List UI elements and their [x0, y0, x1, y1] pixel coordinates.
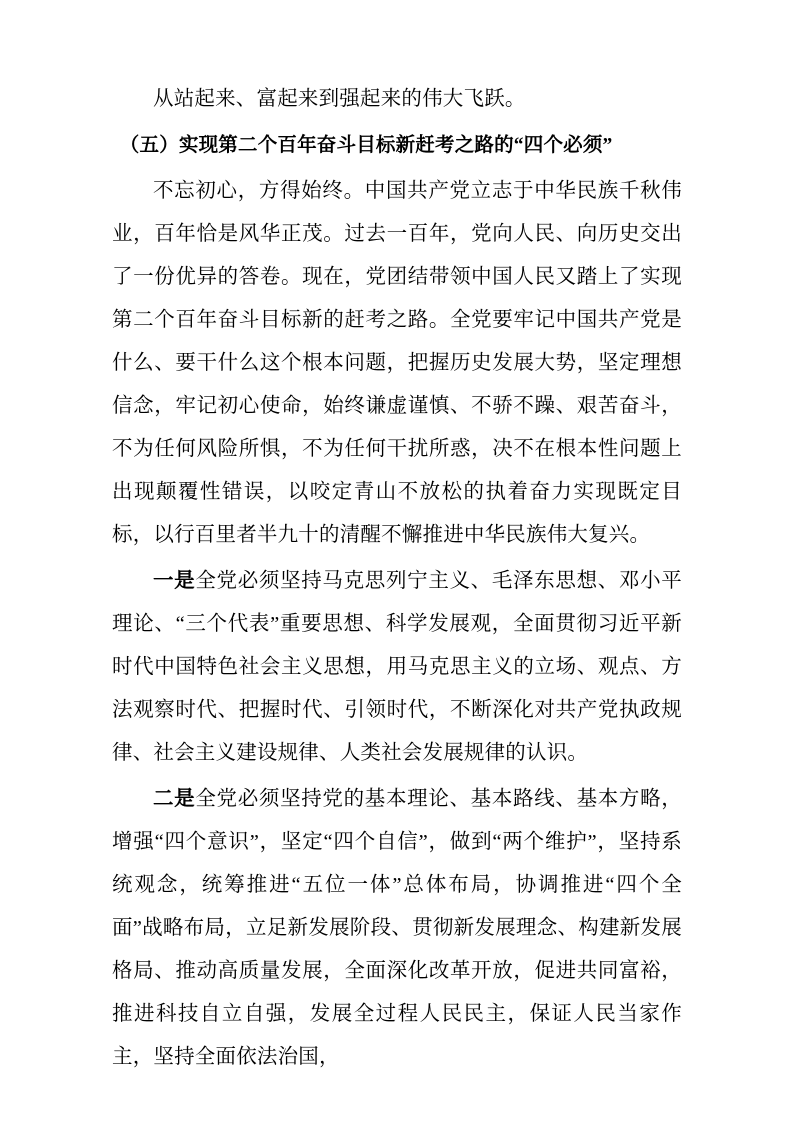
point-lead-label: 二是 — [153, 788, 196, 810]
page-content — [112, 78, 682, 1079]
section-heading: （五）实现第二个百年奋斗目标新赶考之路的“四个必须” — [119, 135, 613, 156]
point-text: 全党必须坚持马克思列宁主义、毛泽东思想、邓小平理论、“三个代表”重要思想、科学发展观，全面贯彻习近平新时代中国特色社会主义思想，用马克思主义的立场、观点、方法观察时代、把握时代、引领时代，不断深化对共产党执政规律、社会主义建设规律、人类社会发展规律的认识。 — [112, 570, 682, 764]
paragraph-point-two — [112, 778, 682, 1079]
paragraph-continuation: 从站起来、富起来到强起来的伟大飞跃。 — [153, 88, 526, 110]
point-text: 全党必须坚持党的基本理论、基本路线、基本方略，增强“四个意识”，坚定“四个自信”，做到“两个维护”，坚持系统观念，统筹推进“五位一体”总体布局，协调推进“四个全面”战略布局，立足新发展阶段、贯彻新发展理念、构建新发展格局、推动高质量发展，全面深化改革开放，促进共同富裕，推进科技自立自强，发展全过程人民民主，保证人民当家作主，坚持全面依法治国， — [112, 788, 682, 1068]
paragraph-point-one — [112, 560, 682, 775]
paragraph-body: 不忘初心，方得始终。中国共产党立志于中华民族千秋伟业，百年恰是风华正茂。过去一百年，党向人民、向历史交出了一份优异的答卷。现在，党团结带领中国人民又踏上了实现第二个百年奋斗目标新的赶考之路。全党要牢记中国共产党是什么、要干什么这个根本问题，把握历史发展大势，坚定理想信念，牢记初心使命，始终谦虚谨慎、不骄不躁、艰苦奋斗，不为任何风险所惧，不为任何干扰所惑，决不在根本性问题上出现颠覆性错误，以咬定青山不放松的执着奋力实现既定目标，以行百里者半九十的清醒不懈推进中华民族伟大复兴。 — [112, 180, 682, 546]
point-lead-label: 一是 — [153, 570, 196, 592]
